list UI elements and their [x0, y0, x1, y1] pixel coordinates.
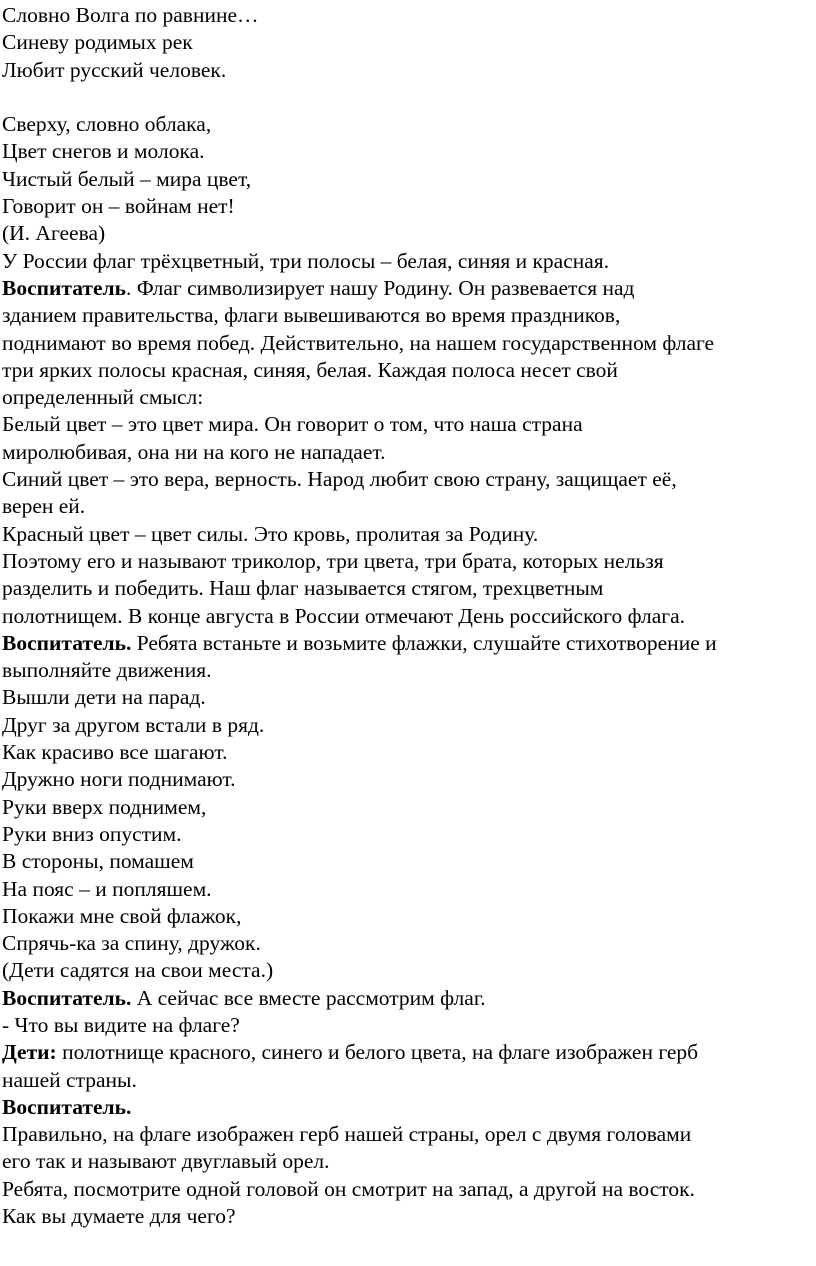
- poem-line: Спрячь-ка за спину, дружок.: [2, 931, 261, 956]
- paragraph-line: верен ей.: [2, 494, 86, 519]
- speaker-label: Воспитатель.: [2, 985, 132, 1010]
- paragraph-line: Белый цвет – это цвет мира. Он говорит о том, что наша страна: [2, 412, 583, 437]
- poem-line: Сверху, словно облака,: [2, 112, 212, 137]
- paragraph-line: полотнищем. В конце августа в России отмечают День российского флага.: [2, 603, 685, 628]
- poem-line: Говорит он – войнам нет!: [2, 194, 235, 219]
- paragraph-line: [2, 985, 816, 1012]
- question-line: - Что вы видите на флаге?: [2, 1012, 240, 1037]
- paragraph-text: . Флаг символизирует нашу Родину. Он развевается над: [125, 275, 635, 300]
- paragraph-text: полотнище красного, синего и белого цвета, на флаге изображен герб: [56, 1040, 699, 1065]
- speaker-label: Воспитатель: [2, 275, 126, 300]
- poem-line: Синеву родимых рек: [2, 30, 193, 55]
- paragraph-line: [2, 630, 816, 657]
- poem-line: Руки вверх поднимем,: [2, 794, 207, 819]
- paragraph-line: выполняйте движения.: [2, 658, 212, 683]
- text-line: У России флаг трёхцветный, три полосы – белая, синяя и красная.: [2, 248, 610, 273]
- poem-line: Цвет снегов и молока.: [2, 139, 205, 164]
- poem-line: Покажи мне свой флажок,: [2, 903, 242, 928]
- poem-line: Как красиво все шагают.: [2, 740, 228, 765]
- speaker-label: Воспитатель.: [2, 630, 132, 655]
- poem-line: Словно Волга по равнине…: [2, 3, 259, 27]
- poem-line: Чистый белый – мира цвет,: [2, 166, 252, 191]
- poem-line: На пояс – и попляшем.: [2, 876, 212, 901]
- poem-line: Вышли дети на парад.: [2, 685, 206, 710]
- paragraph-line: Как вы думаете для чего?: [2, 1204, 236, 1229]
- poem-line: Дружно ноги поднимают.: [2, 767, 236, 792]
- poem-author: (И. Агеева): [2, 221, 106, 246]
- paragraph-line: Ребята, посмотрите одной головой он смотрит на запад, а другой на восток.: [2, 1176, 695, 1201]
- paragraph-text: Ребята встаньте и возьмите флажки, слушайте стихотворение и: [131, 630, 717, 655]
- paragraph-line: определенный смысл:: [2, 385, 204, 410]
- stage-direction: (Дети садятся на свои места.): [2, 958, 274, 983]
- paragraph-text: А сейчас все вместе рассмотрим флаг.: [131, 985, 486, 1010]
- paragraph-line: [2, 1094, 816, 1121]
- paragraph-line: нашей страны.: [2, 1067, 137, 1092]
- speaker-label: Воспитатель.: [2, 1094, 132, 1119]
- poem-line: Друг за другом встали в ряд.: [2, 712, 265, 737]
- poem-line: Руки вниз опустим.: [2, 821, 182, 846]
- speaker-label: Дети:: [2, 1040, 57, 1065]
- poem-line: В стороны, помашем: [2, 849, 194, 874]
- paragraph-line: Поэтому его и называют триколор, три цвета, три брата, которых нельзя: [2, 548, 664, 573]
- paragraph-line: разделить и победить. Наш флаг называется стягом, трехцветным: [2, 576, 604, 601]
- paragraph-line: миролюбивая, она ни на кого не нападает.: [2, 439, 386, 464]
- paragraph-line: его так и называют двуглавый орел.: [2, 1149, 330, 1174]
- paragraph-line: Правильно, на флаге изображен герб нашей страны, орел с двумя головами: [2, 1122, 692, 1147]
- paragraph-line: Красный цвет – цвет силы. Это кровь, пролитая за Родину.: [2, 521, 539, 546]
- paragraph-line: зданием правительства, флаги вывешиваются во время праздников,: [2, 303, 621, 328]
- poem-line: Любит русский человек.: [2, 57, 227, 82]
- paragraph-line: Синий цвет – это вера, верность. Народ любит свою страну, защищает её,: [2, 467, 677, 492]
- paragraph-line: [2, 275, 816, 302]
- blank-line: [2, 84, 816, 111]
- paragraph-line: три ярких полосы красная, синяя, белая. Каждая полоса несет свой: [2, 357, 618, 382]
- paragraph-line: поднимают во время побед. Действительно, на нашем государственном флаге: [2, 330, 715, 355]
- paragraph-line: [2, 1039, 816, 1066]
